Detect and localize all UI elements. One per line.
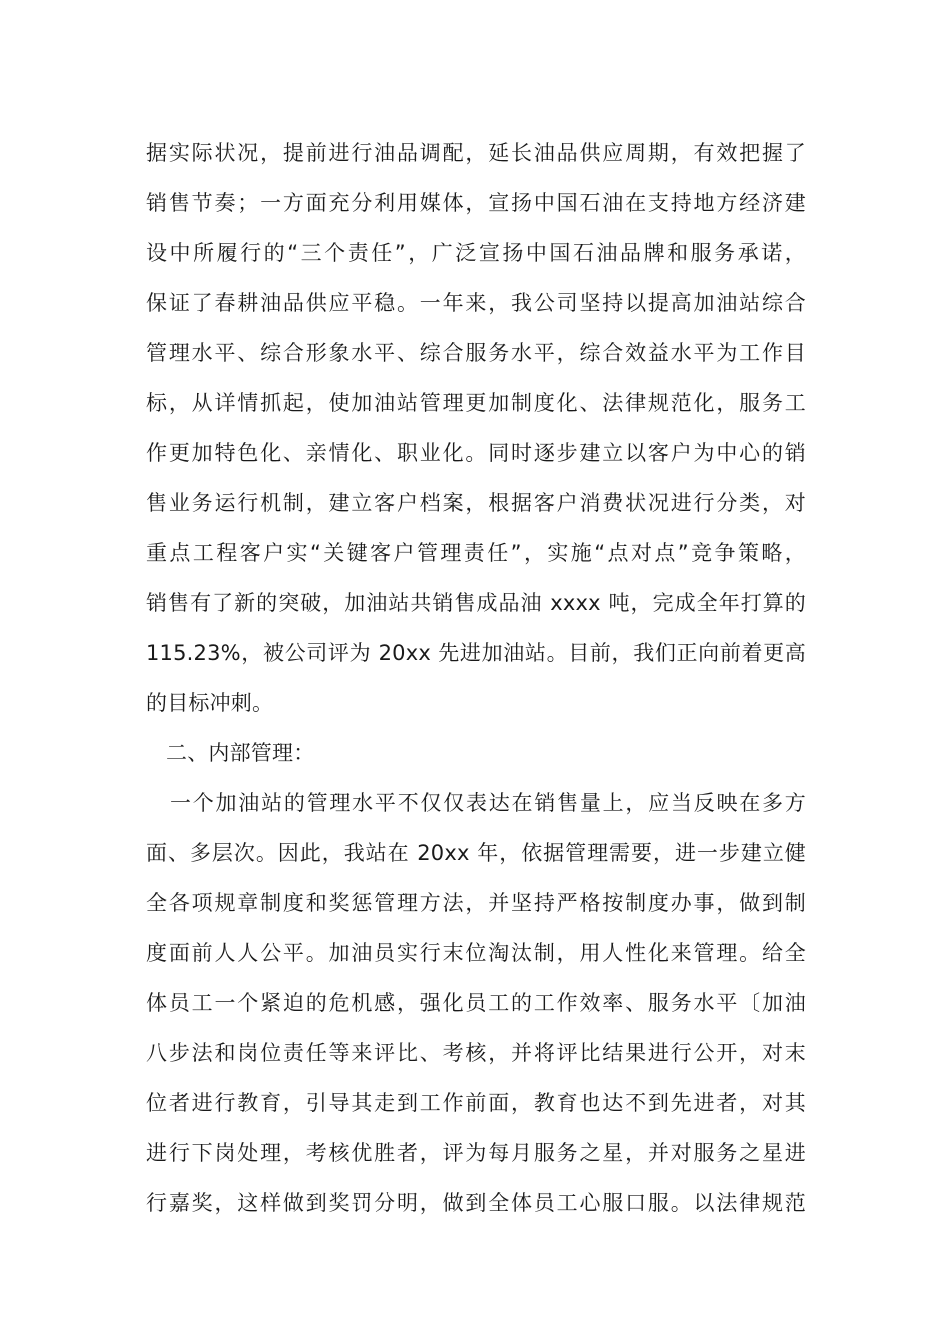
text-line: 的目标冲刺。 [146, 691, 274, 715]
text-line: 位者进行教育，引导其走到工作前面，教育也达不到先进者，对其 [146, 1091, 806, 1115]
text-line: 全各项规章制度和奖惩管理方法，并坚持严格按制度办事，做到制 [146, 891, 806, 915]
text-line: 设中所履行的“三个责任”，广泛宣扬中国石油品牌和服务承诺， [146, 241, 806, 265]
text-line: 保证了春耕油品供应平稳。一年来，我公司坚持以提高加油站综合 [146, 291, 806, 315]
document-body [146, 128, 806, 1228]
text-line: 作更加特色化、亲情化、职业化。同时逐步建立以客户为中心的销 [146, 441, 806, 465]
text-line: 八步法和岗位责任等来评比、考核，并将评比结果进行公开，对末 [146, 1041, 806, 1065]
text-line: 面、多层次。因此，我站在 20xx 年，依据管理需要，进一步建立健 [146, 841, 806, 865]
text-line: 售业务运行机制，建立客户档案，根据客户消费状况进行分类，对 [146, 491, 806, 515]
section-heading: 二、内部管理： [166, 741, 315, 765]
text-line: 行嘉奖，这样做到奖罚分明，做到全体员工心服口服。以法律规范 [146, 1191, 806, 1215]
text-line: 一个加油站的管理水平不仅仅表达在销售量上，应当反映在多方 [170, 791, 806, 815]
text-line: 标，从详情抓起，使加油站管理更加制度化、法律规范化，服务工 [146, 391, 806, 415]
text-line: 重点工程客户实“关键客户管理责任”，实施“点对点”竞争策略， [146, 541, 806, 565]
text-line: 管理水平、综合形象水平、综合服务水平，综合效益水平为工作目 [146, 341, 806, 365]
text-line: 销售有了新的突破，加油站共销售成品油 xxxx 吨，完成全年打算的 [146, 591, 806, 615]
text-line: 据实际状况，提前进行油品调配，延长油品供应周期，有效把握了 [146, 141, 806, 165]
text-line: 销售节奏；一方面充分利用媒体，宣扬中国石油在支持地方经济建 [146, 191, 806, 215]
text-line: 进行下岗处理，考核优胜者，评为每月服务之星，并对服务之星进 [146, 1141, 806, 1165]
text-line: 115.23%，被公司评为 20xx 先进加油站。目前，我们正向前着更高 [146, 641, 806, 665]
text-line: 度面前人人公平。加油员实行末位淘汰制，用人性化来管理。给全 [146, 941, 806, 965]
text-line: 体员工一个紧迫的危机感，强化员工的工作效率、服务水平〔加油 [146, 991, 806, 1015]
